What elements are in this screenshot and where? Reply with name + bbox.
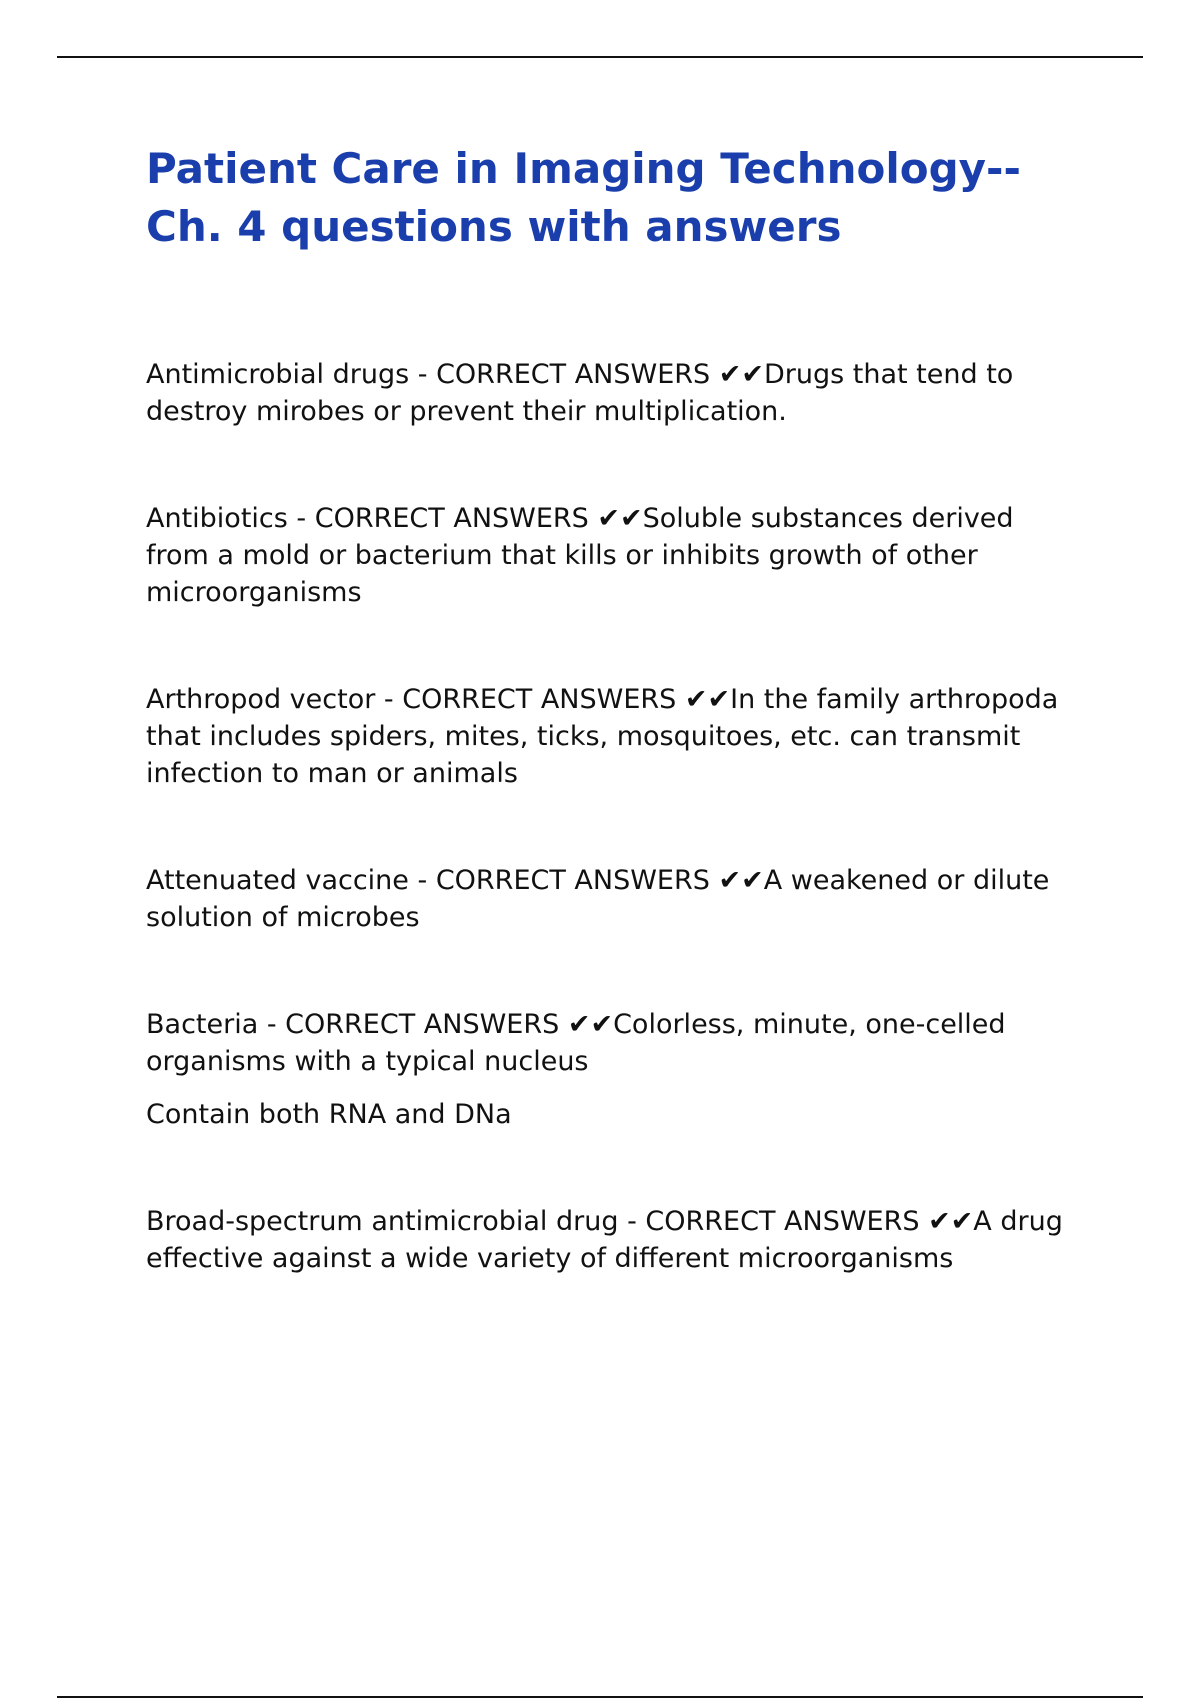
qa-entry-arthropod-vector bbox=[146, 681, 1076, 792]
qa-entry-text: Bacteria - CORRECT ANSWERS ✔✔Colorless, minute, one-celled organisms with a typical nucleus bbox=[146, 1009, 1006, 1077]
bottom-divider bbox=[57, 1696, 1143, 1698]
qa-entry-attenuated-vaccine bbox=[146, 862, 1076, 936]
document-body bbox=[146, 140, 1076, 1347]
document-title bbox=[146, 140, 1076, 256]
document-title-line-2: Ch. 4 questions with answers bbox=[146, 202, 842, 251]
qa-entry-text-continued: Contain both RNA and DNa bbox=[146, 1099, 512, 1130]
top-divider bbox=[57, 56, 1143, 58]
qa-list bbox=[146, 356, 1076, 1277]
document-title-line-1: Patient Care in Imaging Technology-- bbox=[146, 144, 1021, 193]
qa-entry-antimicrobial-drugs bbox=[146, 356, 1076, 430]
qa-entry-antibiotics bbox=[146, 500, 1076, 611]
qa-entry-broad-spectrum-antimicrobial-drug bbox=[146, 1203, 1076, 1277]
qa-entry-text: Arthropod vector - CORRECT ANSWERS ✔✔In the family arthropoda that includes spiders, mites, ticks, mosquitoes, etc. can transmit infection to man or animals bbox=[146, 684, 1059, 789]
qa-entry-bacteria bbox=[146, 1006, 1076, 1133]
qa-entry-text: Antibiotics - CORRECT ANSWERS ✔✔Soluble substances derived from a mold or bacterium that kills or inhibits growth of other microorganisms bbox=[146, 503, 1014, 608]
qa-entry-text: Attenuated vaccine - CORRECT ANSWERS ✔✔A weakened or dilute solution of microbes bbox=[146, 865, 1050, 933]
qa-entry-text: Broad-spectrum antimicrobial drug - CORRECT ANSWERS ✔✔A drug effective against a wide variety of different microorganisms bbox=[146, 1206, 1063, 1274]
qa-entry-text: Antimicrobial drugs - CORRECT ANSWERS ✔✔Drugs that tend to destroy mirobes or prevent their multiplication. bbox=[146, 359, 1014, 427]
